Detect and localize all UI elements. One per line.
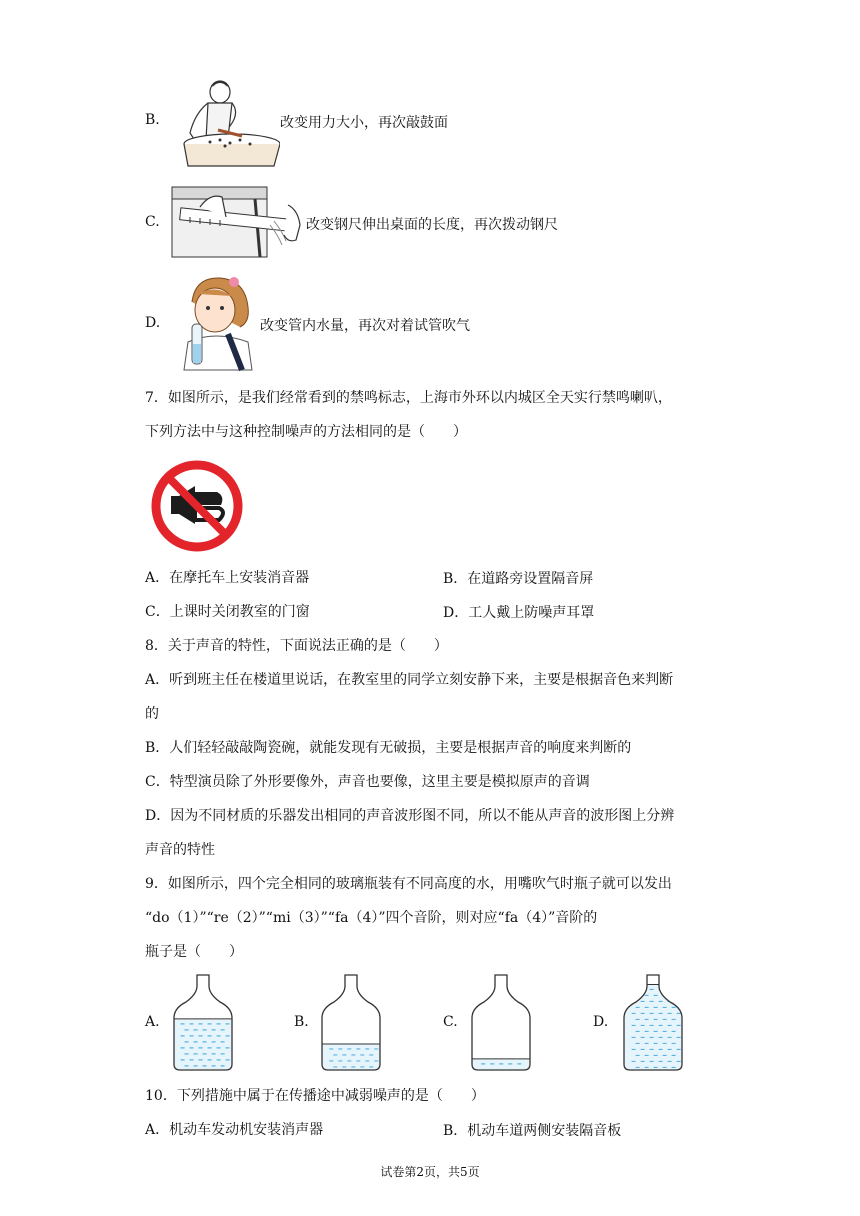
q7-option-d: D．工人戴上防噪声耳罩 (443, 605, 595, 621)
q8-option-d-line2: 声音的特性 (145, 842, 215, 858)
q10-stem: 10．下列措施中属于在传播途中减弱噪声的是（ ） (145, 1088, 485, 1104)
no-horn-sign-icon (149, 458, 245, 554)
bottle-outline (472, 975, 530, 1070)
q7-option-c: C．上课时关闭教室的门窗 (145, 604, 310, 620)
q8-option-b: B．人们轻轻敲敲陶瓷碗，就能发现有无破损，主要是根据声音的响度来判断的 (145, 740, 632, 756)
q9-stem-line3: 瓶子是（ ） (145, 944, 243, 960)
q7-stem-line2: 下列方法中与这种控制噪声的方法相同的是（ ） (145, 424, 467, 440)
option-text: 改变管内水量，再次对着试管吹气 (260, 318, 470, 334)
q8-option-a-line2: 的 (145, 706, 159, 722)
water-fill (620, 984, 686, 1074)
bottle-d-image (620, 972, 686, 1074)
q8-option-a-line1: A．听到班主任在楼道里说话，在教室里的同学立刻安静下来，主要是根据音色来判断 (145, 672, 674, 688)
option-letter: D. (145, 315, 161, 331)
page-footer: 试卷第2页，共5页 (380, 1165, 480, 1179)
q9-option-d-letter: D. (593, 1014, 609, 1030)
q9-stem-line1: 9．如图所示，四个完全相同的玻璃瓶装有不同高度的水，用嘴吹气时瓶子就可以发出 (145, 876, 672, 892)
q9-option-c-letter: C. (443, 1014, 458, 1030)
option-text: 改变用力大小，再次敲鼓面 (280, 115, 448, 131)
q7-option-b: B．在道路旁设置隔音屏 (443, 571, 594, 587)
drum-player-image (170, 78, 280, 168)
ruler-table-image (170, 185, 310, 260)
bottle-c-image (468, 972, 534, 1074)
q8-option-c: C．特型演员除了外形要像外，声音也要像，这里主要是模拟原声的音调 (145, 774, 590, 790)
q8-stem: 8．关于声音的特性，下面说法正确的是（ ） (145, 638, 448, 654)
q7-stem-line1: 7．如图所示，是我们经常看到的禁鸣标志，上海市外环以内城区全天实行禁鸣喇叭， (145, 390, 672, 406)
water-fill (468, 1059, 534, 1074)
q7-option-a: A．在摩托车上安装消音器 (145, 570, 310, 586)
q10-option-b: B．机动车道两侧安装隔音板 (443, 1123, 622, 1139)
option-text: 改变钢尺伸出桌面的长度，再次拨动钢尺 (306, 217, 558, 233)
q8-option-d-line1: D．因为不同材质的乐器发出相同的声音波形图不同，所以不能从声音的波形图上分辨 (145, 808, 675, 824)
q10-option-a: A．机动车发动机安装消声器 (145, 1122, 324, 1138)
option-letter: B. (145, 112, 160, 128)
option-letter: C. (145, 214, 160, 230)
q9-option-a-letter: A. (145, 1014, 160, 1030)
bottle-b-image (318, 972, 384, 1074)
bottle-a-image (170, 972, 236, 1074)
girl-blowing-tube-image (170, 272, 260, 372)
q9-option-b-letter: B. (294, 1014, 309, 1030)
q9-stem-line2: “do（1）”“re（2）”“mi（3）”“fa（4）”四个音阶，则对应“fa（4）”音阶的 (145, 910, 598, 926)
